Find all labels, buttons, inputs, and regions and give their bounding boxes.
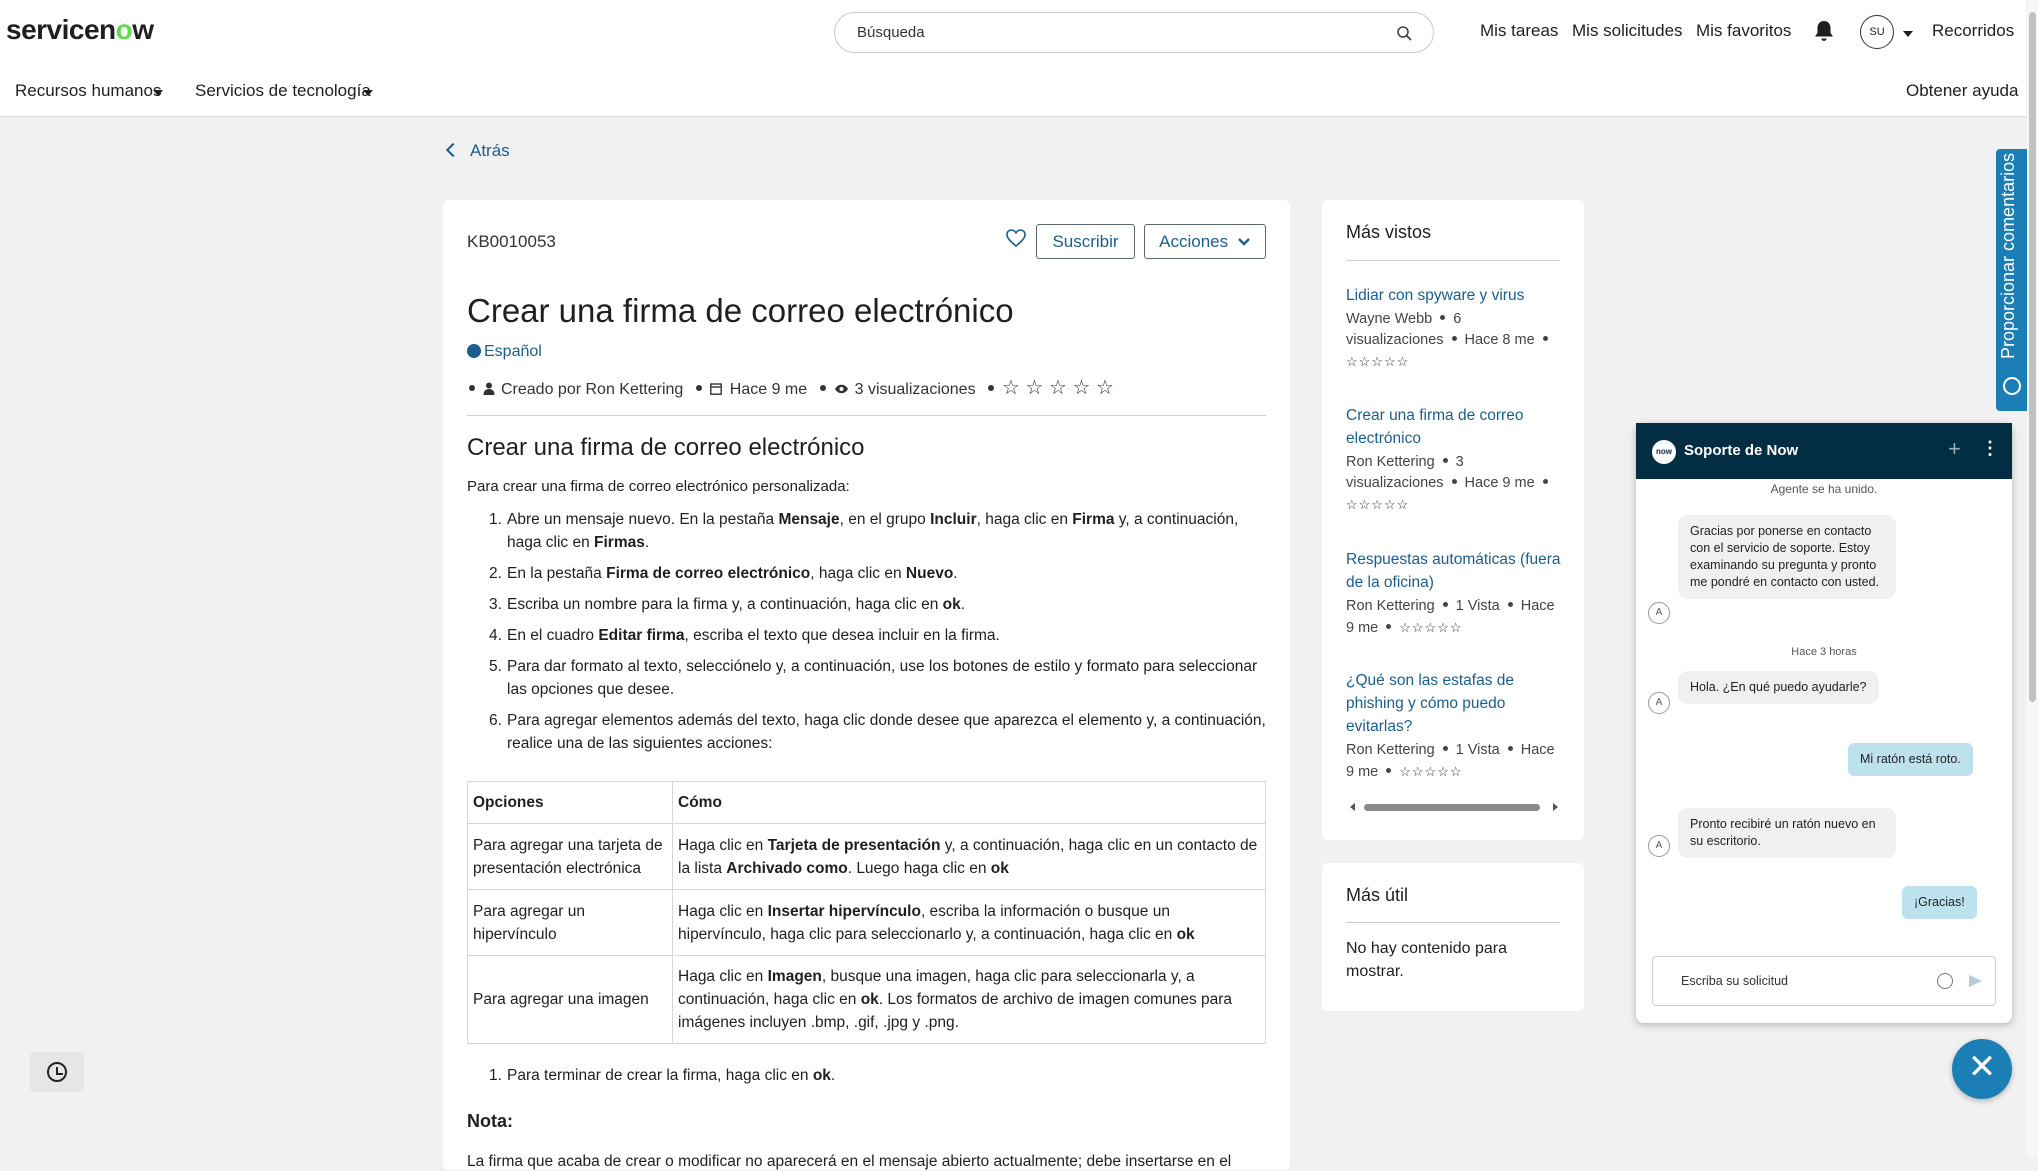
top-header bbox=[0, 0, 2026, 63]
article-heading: Crear una firma de correo electrónico bbox=[467, 434, 865, 461]
article-meta: Wayne Webb 6 visualizaciones Hace 8 me☆☆☆☆☆ bbox=[1346, 309, 1562, 373]
panel-title: Más útil bbox=[1346, 885, 1409, 905]
search-input[interactable] bbox=[834, 12, 1434, 53]
article-meta: Ron Kettering 1 Vista Hace 9 me ☆☆☆☆☆ bbox=[1346, 742, 1555, 780]
table-row bbox=[468, 890, 1266, 956]
most-useful-panel bbox=[1322, 863, 1584, 1011]
list-item: 4. En el cuadro Editar firma, escriba el texto que desea incluir en la firma. bbox=[489, 627, 1000, 644]
language-link[interactable]: Español bbox=[467, 343, 542, 361]
views-text: 3 visualizaciones bbox=[854, 381, 976, 398]
article-number: KB0010053 bbox=[467, 232, 556, 251]
user-message: Mi ratón está roto. bbox=[1848, 743, 1973, 776]
nav-item-hr[interactable]: Recursos humanos bbox=[15, 81, 162, 100]
scrollbar-thumb[interactable] bbox=[1364, 804, 1540, 811]
chat-title: Soporte de Now bbox=[1684, 442, 1799, 459]
chevron-down-icon[interactable] bbox=[153, 90, 163, 96]
article-link[interactable]: ¿Qué son las estafas de phishing y cómo puedo evitarlas? bbox=[1346, 672, 1515, 735]
agent-message: Gracias por ponerse en contacto con el servicio de soporte. Estoy examinando su pregunta y pronto me pondré en contacto con usted. bbox=[1678, 515, 1896, 599]
panel-title: Más vistos bbox=[1346, 222, 1432, 242]
list-item bbox=[1346, 404, 1562, 516]
table-header: Cómo bbox=[673, 782, 1266, 824]
rating-stars: ☆☆☆☆☆ bbox=[1399, 620, 1463, 635]
list-item bbox=[1346, 284, 1562, 373]
favorite-heart-icon[interactable] bbox=[1005, 228, 1027, 248]
servicenow-logo[interactable]: servicenow bbox=[6, 14, 154, 45]
feedback-label: Proporcionar comentarios bbox=[1998, 152, 2018, 359]
table-header-row bbox=[468, 782, 1266, 824]
agent-message: Pronto recibiré un ratón nuevo en su escritorio. bbox=[1678, 808, 1896, 858]
link-my-favorites[interactable]: Mis favoritos bbox=[1696, 21, 1792, 40]
article-meta bbox=[467, 375, 1122, 400]
divider bbox=[1346, 260, 1560, 261]
steps-list bbox=[467, 508, 1267, 763]
close-chat-button[interactable] bbox=[1952, 1039, 2012, 1099]
horizontal-scrollbar[interactable] bbox=[1346, 801, 1562, 813]
chat-timestamp: Hace 3 horas bbox=[1791, 646, 1857, 658]
list-item: 6. Para agregar elementos además del texto, haga clic donde desee que aparezca el elemento y, a continuación, realice una de las siguientes acciones: bbox=[489, 712, 1266, 752]
agent-message: Hola. ¿En qué puedo ayudarle? bbox=[1678, 671, 1879, 704]
article-link[interactable]: Lidiar con spyware y virus bbox=[1346, 287, 1525, 304]
search-icon[interactable] bbox=[1396, 25, 1413, 42]
subscribe-button[interactable]: Suscribir bbox=[1036, 224, 1135, 259]
date-text: Hace 9 me bbox=[729, 381, 808, 398]
divider bbox=[467, 415, 1266, 416]
list-item: 3. Escriba un nombre para la firma y, a continuación, haga clic en ok. bbox=[489, 596, 966, 613]
new-chat-plus-icon[interactable]: + bbox=[1948, 436, 1961, 461]
category-nav bbox=[0, 63, 2026, 117]
article-meta: Ron Kettering 3 visualizaciones Hace 9 me☆☆☆☆☆ bbox=[1346, 452, 1562, 516]
article-intro: Para crear una firma de correo electrónico personalizada: bbox=[467, 478, 850, 495]
table-row bbox=[468, 956, 1266, 1044]
list-item: 1. Para terminar de crear la firma, haga clic en ok. bbox=[489, 1067, 836, 1084]
feedback-icon bbox=[2003, 377, 2021, 395]
options-table bbox=[467, 781, 1266, 1044]
note-title: Nota: bbox=[467, 1111, 513, 1131]
agent-avatar: A bbox=[1648, 692, 1670, 714]
note-text: La firma que acaba de crear o modificar no aparecerá en el mensaje abierto actualmente; debe insertarse en el bbox=[467, 1153, 1232, 1170]
emoji-icon[interactable] bbox=[1937, 973, 1953, 989]
rating-stars: ☆☆☆☆☆ bbox=[1346, 354, 1410, 369]
user-menu-caret-icon[interactable] bbox=[1903, 31, 1913, 37]
table-cell: Para agregar una imagen bbox=[468, 956, 673, 1044]
rating-stars: ☆☆☆☆☆ bbox=[1346, 497, 1410, 512]
nav-item-tech-services[interactable]: Servicios de tecnología bbox=[195, 81, 371, 100]
page-scrollbar[interactable] bbox=[2027, 0, 2038, 1157]
chat-message-input[interactable] bbox=[1652, 956, 1996, 1006]
eye-icon bbox=[834, 384, 849, 394]
list-item bbox=[1346, 548, 1562, 639]
link-my-tasks[interactable]: Mis tareas bbox=[1480, 21, 1559, 40]
rating-stars[interactable]: ☆ ☆ ☆ ☆ ☆ bbox=[1002, 377, 1114, 399]
now-logo-icon: now bbox=[1652, 440, 1676, 464]
most-viewed-panel bbox=[1322, 200, 1584, 840]
close-icon: ✕ bbox=[1967, 1048, 1997, 1086]
calendar-icon bbox=[710, 382, 722, 395]
bullet bbox=[988, 385, 994, 391]
chat-input-placeholder: Escriba su solicitud bbox=[1681, 974, 1788, 988]
empty-message: No hay contenido para mostrar. bbox=[1346, 940, 1507, 980]
globe-icon bbox=[467, 344, 481, 358]
chevron-down-icon bbox=[1237, 237, 1251, 247]
table-row bbox=[468, 824, 1266, 890]
feedback-tab[interactable] bbox=[1996, 149, 2028, 411]
arrow-right-icon[interactable] bbox=[1553, 803, 1558, 811]
actions-button[interactable]: Acciones bbox=[1144, 224, 1266, 259]
link-my-requests[interactable]: Mis solicitudes bbox=[1572, 21, 1683, 40]
article-link[interactable]: Crear una firma de correo electrónico bbox=[1346, 407, 1524, 447]
agent-avatar: A bbox=[1648, 835, 1670, 857]
link-tours[interactable]: Recorridos bbox=[1932, 21, 2015, 40]
chat-window bbox=[1636, 423, 2012, 1023]
agent-avatar: A bbox=[1648, 602, 1670, 624]
clock-icon bbox=[47, 1062, 67, 1082]
bullet bbox=[696, 385, 702, 391]
person-icon bbox=[483, 382, 495, 395]
table-cell: Haga clic en Imagen, busque una imagen, haga clic para seleccionarla y, a continuación, haga clic en ok. Los formatos de archivo de imagen comunes para imágenes incluyen .bmp, .gif, .jpg y .png. bbox=[673, 956, 1266, 1044]
user-avatar[interactable]: SU bbox=[1860, 15, 1894, 49]
table-cell: Haga clic en Tarjeta de presentación y, a continuación, haga clic en un contacto de la lista Archivado como. Luego haga clic en ok bbox=[673, 824, 1266, 890]
list-item: 5. Para dar formato al texto, selecciónelo y, a continuación, use los botones de estilo y formato para seleccionar las opciones que desee. bbox=[489, 658, 1258, 698]
bullet bbox=[820, 385, 826, 391]
chevron-down-icon[interactable] bbox=[363, 90, 373, 96]
table-cell: Haga clic en Insertar hipervínculo, escriba la información o busque un hipervínculo, haga clic para seleccionarlo y, a continuación, haga clic en ok bbox=[673, 890, 1266, 956]
chat-header bbox=[1636, 423, 2012, 479]
get-help-link[interactable]: Obtener ayuda bbox=[1906, 81, 2019, 100]
chevron-left-icon bbox=[446, 143, 460, 157]
back-link[interactable]: Atrás bbox=[448, 141, 510, 161]
rating-stars: ☆☆☆☆☆ bbox=[1399, 764, 1463, 779]
notifications-bell-icon[interactable] bbox=[1813, 19, 1835, 43]
more-options-icon[interactable]: ⋮ bbox=[1981, 438, 1999, 458]
article-card bbox=[443, 200, 1290, 1170]
list-item: 2. En la pestaña Firma de correo electrónico, haga clic en Nuevo. bbox=[489, 565, 958, 582]
table-cell: Para agregar una tarjeta de presentación electrónica bbox=[468, 824, 673, 890]
bullet bbox=[469, 385, 475, 391]
user-message: ¡Gracias! bbox=[1902, 886, 1977, 919]
article-title: Crear una firma de correo electrónico bbox=[467, 292, 1014, 329]
list-item: 1. Abre un mensaje nuevo. En la pestaña Mensaje, en el grupo Incluir, haga clic en Firma y, a continuación, haga clic en Firmas. bbox=[489, 511, 1239, 551]
table-header: Opciones bbox=[468, 782, 673, 824]
system-message: Agente se ha unido. bbox=[1770, 482, 1878, 496]
send-icon[interactable] bbox=[1969, 975, 1982, 987]
divider bbox=[1346, 922, 1560, 923]
article-link[interactable]: Respuestas automáticas (fuera de la oficina) bbox=[1346, 551, 1561, 591]
list-item bbox=[1346, 669, 1562, 783]
scrollbar-thumb[interactable] bbox=[2029, 12, 2036, 702]
search-placeholder: Búsqueda bbox=[857, 24, 925, 41]
article-meta: Ron Kettering 1 Vista Hace 9 me ☆☆☆☆☆ bbox=[1346, 598, 1555, 636]
history-button[interactable] bbox=[30, 1052, 84, 1092]
arrow-left-icon[interactable] bbox=[1350, 803, 1355, 811]
author-text: Creado por Ron Kettering bbox=[501, 381, 684, 398]
table-cell: Para agregar un hipervínculo bbox=[468, 890, 673, 956]
